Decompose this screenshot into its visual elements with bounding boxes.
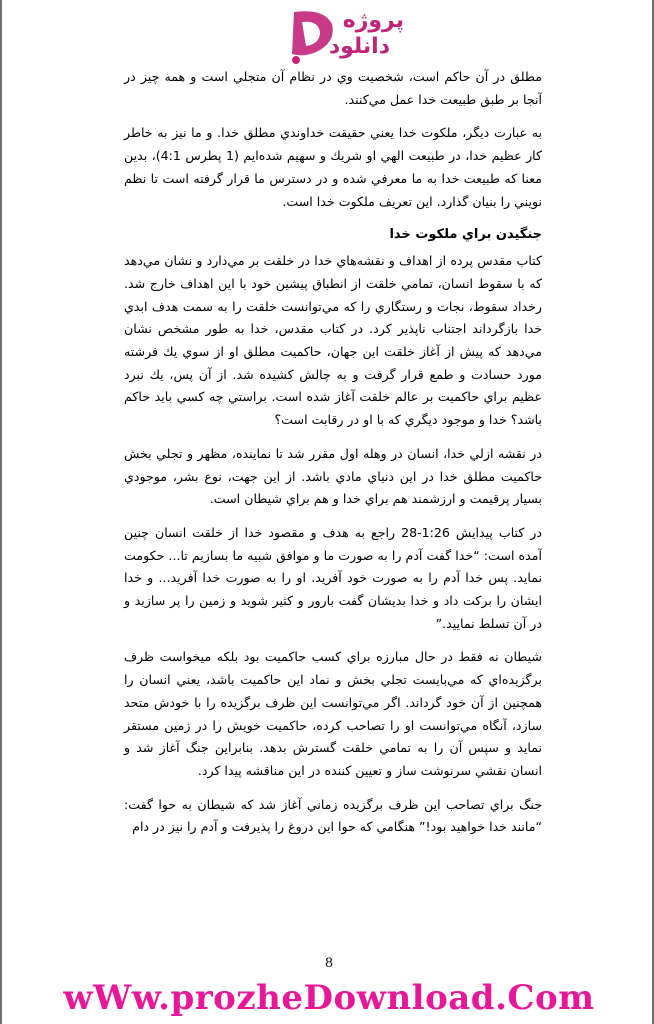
paragraph: جنگ براي تصاحب اين ظرف برگزيده زماني آغاز شد كه شيطان به حوا گفت: “مانند خدا خواهيد بود!” هنگامي كه حوا اين دروغ را پذيرفت و آدم را نيز در دام: [124, 796, 542, 835]
paragraph: به عبارت ديگر، ملكوت خدا يعني حقيقت خداوندي مطلق خدا. و ما نيز به خاطر كار عظيم خدا، در طبيعت الهي او شريك و سهيم شده‌ايم (1 پطرس 4:1)، بدين معنا كه طبيعت خدا به ما معرفي شده و در دسترس ما قرار گرفته است تا نظم نويني را بنيان گذارد. اين تعريف ملكوت خدا است.: [124, 125, 542, 209]
page-body: [124, 66, 542, 850]
paragraph: در نقشه ازلي خدا، انسان در وهله اول مقرر شد تا نماينده، مظهر و تجلي بخش حاكميت مطلق خدا در اين دنياي مادي باشد. از اين جهت، نوع بشر، موجودي بسيار پرقيمت و ارزشمند هم براي خدا و هم براي شيطان است.: [124, 445, 542, 507]
paragraph: كتاب مقدس پرده از اهداف و نقشه‌هاي خدا در خلقت بر مي‌دارد و نشان مي‌دهد كه با سقوط انسان، تمامي خلقت از انطباق پيشين خود با اين اهداف خارج شد. رخداد سقوط، نجات و رستگاري را كه مي‌توانست خلقت را به سمت هدف ابدي خدا بازگرداند اجتناب ناپذير كرد. در كتاب مقدس، خدا به طور مشخص نشان مي‌دهد كه پيش از آغاز خلقت اين جهان، حاكميت مطلق او از سوي يك فرشته مورد حسادت و طمع قرار گرفت و به چالش كشيده شد. از آن پس، يك نبرد عظيم براي حاكميت بر عالم خلقت آغاز شده است. براستي چه كسي بايد حاكم باشد؟ خدا و موجود ديگري كه با او در رقابت است؟: [124, 253, 542, 428]
page-number: 8: [324, 956, 334, 971]
site-logo: [284, 6, 404, 66]
section-heading: جنگيدن براي ملكوت خدا: [389, 227, 542, 243]
footer-watermark: wWw.prozheDownload.Com: [63, 978, 595, 1018]
paragraph: مطلق در آن حاكم است، شخصيت وي در نظام آن متجلي است و همه چيز در آنجا بر طبق طبيعت خدا عمل مي‌كنند.: [124, 69, 542, 107]
logo-text-top: پروژه: [342, 8, 404, 33]
paragraph: شيطان نه فقط در حال مبارزه براي كسب حاكميت بود بلكه ميخواست ظرف برگزيده‌اي كه مي‌بايست تجلي بخش و نماد اين حاكميت باشد، يعني انسان را همچنين از آن خود گرداند. اگر مي‌توانست اين ظرف برگزيده را با خودش متحد سازد، آنگاه مي‌توانست او را تصاحب كرده، حاكميت خويش را در زمين مستقر نمايد و سپس آن را به تمامي خلقت گسترش بدهد. بنابراين جنگ آغاز شد و انسان نقشي سرنوشت ساز و تعيين كننده در اين مناقشه پيدا كرد.: [124, 649, 542, 778]
logo-text-bottom: دانلود: [328, 34, 390, 59]
paragraph: در كتاب پيدايش 1:26-28 راجع به هدف و مقصود خدا از خلقت انسان چنين آمده است: “خدا گفت آدم را به صورت ما و موافق شبيه ما بسازيم تا... حكومت نمايد. پس خدا آدم را به صورت خود آفريد. او را به صورت خدا آفريد... و خدا ايشان را بركت داد و خدا بديشان گفت بارور و كثير شويد و زمين را پر سازيد و در آن تسلط نماييد.”: [124, 524, 542, 631]
